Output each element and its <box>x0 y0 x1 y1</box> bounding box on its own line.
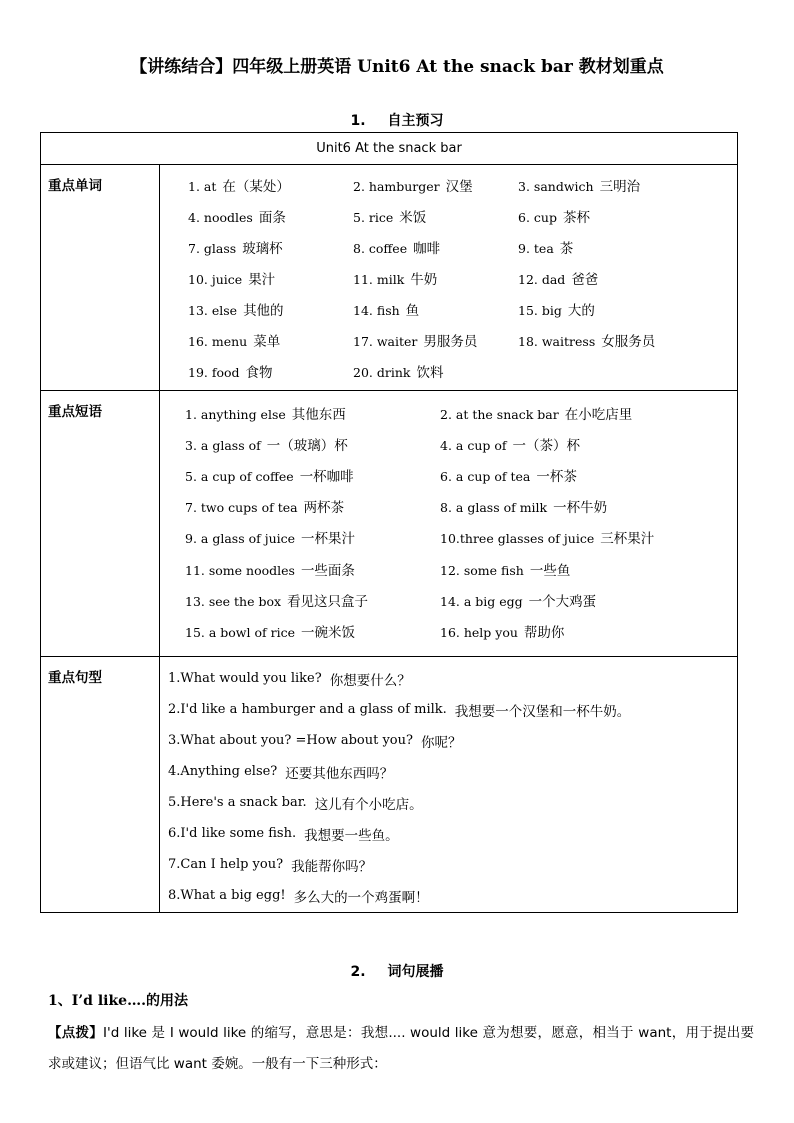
vocab-item <box>518 206 708 226</box>
phrase-item <box>185 403 440 423</box>
vocab-item-chinese: 牛奶 <box>410 271 438 288</box>
phrase-item-chinese: 一杯果汁 <box>301 531 356 548</box>
vocab-label: 重点单词 <box>41 165 160 391</box>
sentence-item-chinese: 这儿有个小吃店。 <box>314 796 423 813</box>
phrase-item <box>185 496 440 516</box>
phrase-item-english: 11. some noodles <box>185 562 295 578</box>
vocab-item-english: 11. milk <box>353 271 405 287</box>
sentence-item-english: 8.What a big egg! <box>168 888 286 903</box>
sentence-item-chinese: 我能帮你吗？ <box>291 858 373 875</box>
phrase-item-english: 15. a bowl of rice <box>185 624 295 640</box>
phrase-item-english: 6. a cup of tea <box>440 468 531 484</box>
vocab-item-english: 20. drink <box>353 364 411 380</box>
phrase-item <box>440 590 700 610</box>
vocab-item-english: 15. big <box>518 302 562 318</box>
vocab-item-english: 6. cup <box>518 209 557 225</box>
sentence-item-chinese: 我想要一些鱼。 <box>304 827 399 844</box>
phrase-item-english: 5. a cup of coffee <box>185 468 294 484</box>
vocab-item-english: 19. food <box>188 364 240 380</box>
phrase-list <box>185 397 737 647</box>
section-label: 词句展播 <box>387 964 444 980</box>
sentence-item-chinese: 多么大的一个鸡蛋啊！ <box>293 889 429 906</box>
vocab-item-english: 16. menu <box>188 333 248 349</box>
section-heading-preview <box>0 110 794 130</box>
vocab-cell <box>160 165 738 391</box>
phrase-item-english: 12. some fish <box>440 562 524 578</box>
sentence-item <box>168 725 737 756</box>
phrase-item-chinese: 一（茶）杯 <box>512 437 581 454</box>
sentence-item <box>168 663 737 694</box>
vocab-item <box>188 206 353 226</box>
vocab-list <box>188 169 737 386</box>
vocab-item <box>353 175 518 195</box>
vocab-item-chinese: 面条 <box>258 209 286 226</box>
vocab-item <box>353 299 518 319</box>
sentence-item-english: 1.What would you like? <box>168 671 322 686</box>
vocab-item <box>353 268 518 288</box>
phrase-item-chinese: 一杯茶 <box>536 468 577 485</box>
phrase-item-english: 14. a big egg <box>440 593 523 609</box>
vocab-item <box>353 330 518 350</box>
section-label: 自主预习 <box>387 113 444 129</box>
vocab-item <box>518 175 708 195</box>
vocab-item-english: 8. coffee <box>353 240 408 256</box>
phrase-item-chinese: 一个大鸡蛋 <box>528 593 597 610</box>
sentences-cell <box>160 657 738 913</box>
sentence-item-chinese: 你想要什么？ <box>329 672 411 689</box>
document-title: 【讲练结合】四年级上册英语 Unit6 At the snack bar 教材划重点 <box>130 57 664 77</box>
tip-text: I'd like 是 I would like 的缩写，意思是：我想.... would like 意为想要，愿意，相当于 want，用于提出要求或建议；但语气比 want 委婉。一般有一下三种形式： <box>48 1025 754 1072</box>
vocab-item-english: 1. at <box>188 178 217 194</box>
vocab-item-english: 12. dad <box>518 271 566 287</box>
vocab-item-english: 5. rice <box>353 209 394 225</box>
vocab-item-chinese: 爸爸 <box>571 271 599 288</box>
vocab-item-chinese: 汉堡 <box>445 178 473 195</box>
phrase-item-chinese: 一碗米饭 <box>300 624 355 641</box>
phrase-item-english: 1. anything else <box>185 406 286 422</box>
sentence-item <box>168 787 737 818</box>
unit-header: Unit6 At the snack bar <box>41 133 738 165</box>
phrases-label: 重点短语 <box>41 391 160 657</box>
sentence-item-english: 4.Anything else? <box>168 764 278 779</box>
vocab-item <box>188 237 353 257</box>
phrase-item-chinese: 一些面条 <box>300 562 355 579</box>
section-number: 1. <box>350 113 366 129</box>
phrase-item-chinese: 在小吃店里 <box>564 406 633 423</box>
usage-paragraph <box>48 1018 754 1080</box>
phrase-item-english: 9. a glass of juice <box>185 531 296 547</box>
phrase-item <box>440 403 700 423</box>
vocab-item-chinese: 女服务员 <box>601 333 656 350</box>
vocab-item <box>188 299 353 319</box>
phrase-item <box>185 559 440 579</box>
phrase-item-chinese: 看见这只盒子 <box>287 593 369 610</box>
vocab-item <box>188 268 353 288</box>
vocab-item <box>518 268 708 288</box>
phrase-item-chinese: 一杯咖啡 <box>299 468 354 485</box>
phrase-item-english: 13. see the box <box>185 593 282 609</box>
sentence-item-chinese: 你呢？ <box>420 734 462 751</box>
phrase-item <box>185 434 440 454</box>
vocab-item-chinese: 茶杯 <box>562 209 590 226</box>
phrase-item <box>440 434 700 454</box>
vocab-item <box>353 237 518 257</box>
phrase-item-chinese: 一杯牛奶 <box>553 500 608 517</box>
vocab-item-chinese: 其他的 <box>243 302 284 319</box>
sentence-item <box>168 880 737 911</box>
vocab-item-english: 10. juice <box>188 271 243 287</box>
section-number: 2. <box>350 964 366 980</box>
phrase-item-chinese: 一（玻璃）杯 <box>266 437 348 454</box>
phrase-item <box>185 621 440 641</box>
phrase-item-english: 3. a glass of <box>185 437 261 453</box>
section-heading-exposition <box>0 961 794 981</box>
vocab-item <box>353 361 518 381</box>
preview-table <box>40 132 738 913</box>
phrase-item <box>440 559 700 579</box>
sentence-item-chinese: 我想要一个汉堡和一杯牛奶。 <box>454 703 631 720</box>
sentence-list <box>168 663 737 911</box>
phrase-item-english: 16. help you <box>440 624 518 640</box>
vocab-item-chinese: 菜单 <box>253 333 281 350</box>
sentence-item-english: 2.I'd like a hamburger and a glass of milk. <box>168 702 447 717</box>
vocab-item-chinese: 果汁 <box>248 271 276 288</box>
sentence-item <box>168 694 737 725</box>
sentence-item-chinese: 还要其他东西吗？ <box>285 765 394 782</box>
vocab-item-english: 2. hamburger <box>353 178 440 194</box>
phrase-item <box>440 465 700 485</box>
sentence-item-english: 7.Can I help you? <box>168 857 284 872</box>
vocab-item-english: 3. sandwich <box>518 178 594 194</box>
phrase-item-chinese: 三杯果汁 <box>600 531 655 548</box>
phrase-item-chinese: 帮助你 <box>523 624 565 641</box>
phrase-item-chinese: 两杯茶 <box>303 500 345 517</box>
phrases-cell <box>160 391 738 657</box>
vocab-item-chinese: 饮料 <box>416 364 444 381</box>
phrase-item-english: 4. a cup of <box>440 437 507 453</box>
phrase-item <box>440 527 700 547</box>
vocab-item-chinese: 茶 <box>559 240 574 257</box>
vocab-item <box>188 361 353 381</box>
vocab-item-chinese: 男服务员 <box>423 333 478 350</box>
vocab-item-chinese: 玻璃杯 <box>242 240 283 257</box>
sentence-item <box>168 849 737 880</box>
vocab-item-chinese: 三明治 <box>599 178 641 195</box>
sentence-item-english: 5.Here's a snack bar. <box>168 795 307 810</box>
sentence-item-english: 3.What about you? =How about you? <box>168 733 413 748</box>
sentence-item <box>168 756 737 787</box>
vocab-item <box>353 206 518 226</box>
vocab-item-chinese: 米饭 <box>399 209 427 226</box>
vocab-item-english: 18. waitress <box>518 333 596 349</box>
vocab-item <box>188 175 353 195</box>
phrase-item <box>185 590 440 610</box>
phrase-item <box>440 496 700 516</box>
phrase-item-chinese: 一些鱼 <box>529 562 571 579</box>
sentence-item-english: 6.I'd like some fish. <box>168 826 297 841</box>
vocab-item-chinese: 鱼 <box>405 302 420 319</box>
vocab-item-chinese: 咖啡 <box>413 240 441 257</box>
vocab-item-chinese: 大的 <box>567 302 595 319</box>
vocab-item <box>188 330 353 350</box>
vocab-item-english: 4. noodles <box>188 209 253 225</box>
phrase-item <box>185 465 440 485</box>
vocab-item-english: 17. waiter <box>353 333 418 349</box>
vocab-item-english: 9. tea <box>518 240 554 256</box>
phrase-item <box>440 621 700 641</box>
vocab-item <box>518 330 708 350</box>
vocab-item <box>518 237 708 257</box>
usage-subheading: 1、I’d like….的用法 <box>48 993 188 1009</box>
phrase-item <box>185 527 440 547</box>
sentence-item <box>168 818 737 849</box>
sentences-label: 重点句型 <box>41 657 160 913</box>
phrase-item-english: 2. at the snack bar <box>440 406 559 422</box>
vocab-item-english: 14. fish <box>353 302 400 318</box>
vocab-item-english: 13. else <box>188 302 238 318</box>
vocab-item <box>518 299 708 319</box>
vocab-item-english: 7. glass <box>188 240 237 256</box>
phrase-item-english: 7. two cups of tea <box>185 500 298 516</box>
phrase-item-english: 10.three glasses of juice <box>440 531 595 547</box>
vocab-item-chinese: 在（某处） <box>222 178 290 195</box>
tip-tag: 【点拨】 <box>48 1025 104 1041</box>
phrase-item-chinese: 其他东西 <box>291 406 346 423</box>
vocab-item-chinese: 食物 <box>245 364 273 381</box>
phrase-item-english: 8. a glass of milk <box>440 500 548 516</box>
